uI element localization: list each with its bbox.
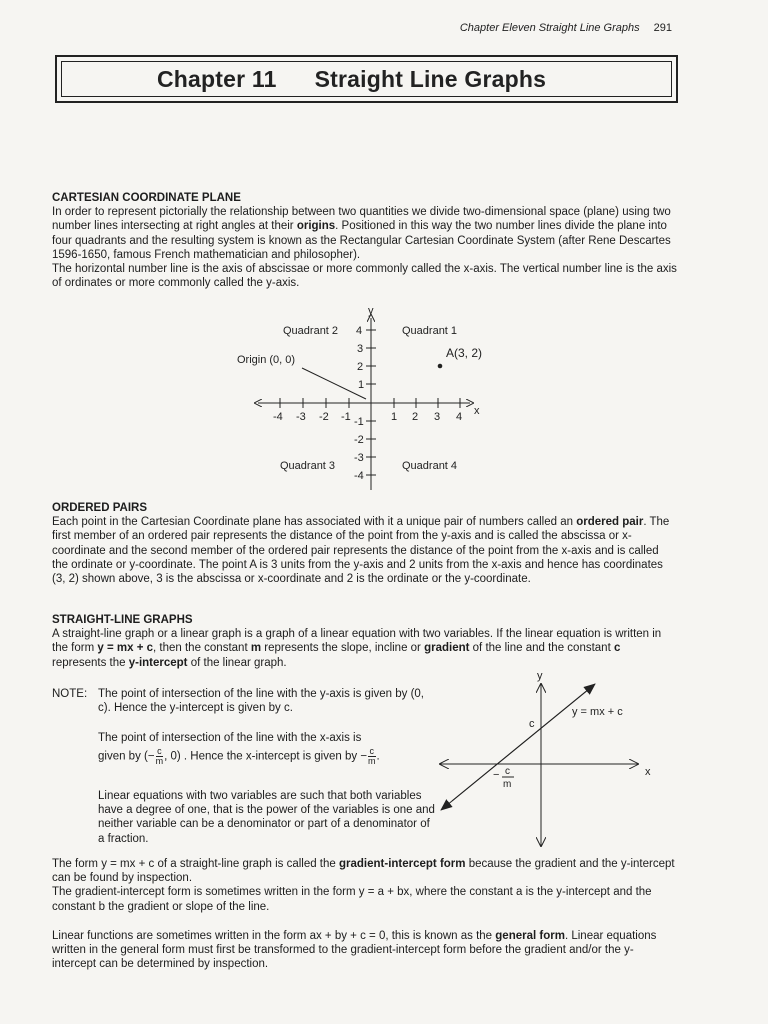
y-tick-label: -4 xyxy=(354,470,364,482)
x-intercept-minus: − xyxy=(493,769,500,781)
bold-term: m xyxy=(250,642,262,655)
x-tick-label: 4 xyxy=(456,411,463,423)
text: of the line and the constant xyxy=(469,642,614,655)
x-tick-label: 2 xyxy=(412,411,419,423)
bold-term: general form xyxy=(495,930,565,942)
text: A straight-line graph or a linear graph is a graph of a linear equation with two variables. If the linear equation is written in the form xyxy=(52,628,662,655)
quadrant-3-label: Quadrant 3 xyxy=(280,460,336,472)
x-tick-label: -2 xyxy=(319,411,329,423)
quadrant-1-label: Quadrant 1 xyxy=(402,325,458,337)
quadrant-4-label: Quadrant 4 xyxy=(402,460,458,472)
text: Each point in the Cartesian Coordinate plane has associated with it a unique pair of numbers called an xyxy=(52,516,577,529)
x-intercept-denominator: m xyxy=(503,779,512,790)
y-tick-label: 3 xyxy=(357,343,364,355)
y-tick-label: -3 xyxy=(354,452,364,464)
text: The form y = mx + c of a straight-line graph is called the xyxy=(52,858,339,870)
numerator: c xyxy=(369,746,375,757)
x-tick-label: -4 xyxy=(273,411,283,423)
paragraph: The horizontal number line is the axis of abscissae or more commonly called the x-axis. The vertical number line is the axis of ordinates or more commonly called the y-axis. xyxy=(52,263,677,290)
y-tick-label: 1 xyxy=(358,379,365,391)
y-tick-label: 2 xyxy=(357,361,364,373)
text: , 0) . Hence the x-intercept is given by xyxy=(164,750,361,763)
text: In order to represent pictorially the relationship between two quantities we divide two-dimensional space (plane) using two number lines intersecting at right angles at their xyxy=(52,206,671,233)
denominator: m xyxy=(368,756,376,767)
bold-term: gradient-intercept form xyxy=(339,858,466,870)
note-text: The point of intersection of the line with the x-axis is xyxy=(98,732,362,744)
text: given by ( xyxy=(98,750,148,763)
text: . xyxy=(376,750,380,763)
bold-term: y-intercept xyxy=(128,656,188,669)
y-tick-label: -1 xyxy=(354,416,364,428)
x-tick-label: 1 xyxy=(391,411,398,423)
bold-term: origins xyxy=(296,220,336,233)
paragraph: The gradient-intercept form is sometimes written in the form y = a + bx, where the constant a is the y-intercept and the constant b the gradient or slope of the line. xyxy=(52,886,652,913)
section-heading: STRAIGHT-LINE GRAPHS xyxy=(52,614,193,626)
origin-label: Origin (0, 0) xyxy=(237,354,296,366)
text: . Linear equations written in the general form must first be transformed to the gradient-intercept form before the gradient and/or the y-intercept can be determined by inspection. xyxy=(52,930,657,971)
numerator: c xyxy=(157,746,162,757)
text: , then the constant xyxy=(153,642,251,655)
note-text: Linear equations with two variables are such that both variables have a degree of one, that is the power of the variables is one and neither variable can be a denominator or part of a denominator of a fraction. xyxy=(98,790,435,845)
closing-section-2 xyxy=(52,929,677,972)
quadrant-2-label: Quadrant 2 xyxy=(283,325,339,337)
note-text: The point of intersection of the line with the y-axis is given by (0, c). Hence the y-intercept is given by c. xyxy=(98,688,424,715)
bold-term: c xyxy=(613,642,621,655)
text: because the gradient and the y-intercept can be found by inspection. xyxy=(52,858,675,885)
paragraph xyxy=(52,857,677,885)
minus: − xyxy=(147,750,155,763)
bold-term: ordered pair xyxy=(576,516,644,529)
bold-term: y = mx + c xyxy=(97,642,154,655)
x-axis-label: x xyxy=(645,766,651,778)
x-tick-label: -3 xyxy=(296,411,306,423)
running-title: Chapter Eleven Straight Line Graphs xyxy=(459,22,640,34)
text: . The first member of an ordered pair represents the distance of the point from the y-axis and is called the abscissa or x-coordinate and the second member of the ordered pair represents the distance of the point from the x-axis and is called the ordinate or y-coordinate. The point A is 3 units from the y-axis and 2 units from the x-axis and hence has coordinates (3, 2) shown above, 3 is the abscissa or x-coordinate and 2 is the ordinate or the y-coordinate. xyxy=(52,516,670,586)
text: . Positioned in this way the two number lines divide the plane into four quadrants and the resulting system is known as the Rectangular Cartesian Coordinate System (after Rene Descartes 1596-1650, famous French mathematician and philosopher). xyxy=(52,220,671,261)
equation-label: y = mx + c xyxy=(572,706,623,718)
page-number: 291 xyxy=(653,22,672,34)
point-a-label: A(3, 2) xyxy=(446,346,483,360)
text: of the linear graph. xyxy=(187,656,287,669)
section-heading: ORDERED PAIRS xyxy=(52,502,147,514)
chapter-label: Chapter 11 xyxy=(157,66,277,92)
denominator: m xyxy=(155,756,164,767)
paragraph xyxy=(52,929,677,972)
note-label: NOTE: xyxy=(52,688,88,700)
x-tick-label: -1 xyxy=(341,411,351,423)
text: represents the xyxy=(52,656,129,669)
text: represents the slope, incline or xyxy=(261,642,425,655)
chapter-name: Straight Line Graphs xyxy=(314,66,547,92)
bold-term: gradient xyxy=(424,642,470,655)
y-axis-label: y xyxy=(368,305,374,317)
y-axis-label: y xyxy=(537,670,543,682)
minus: − xyxy=(360,750,368,763)
y-intercept-label: c xyxy=(529,718,535,730)
x-intercept-numerator: c xyxy=(505,766,510,777)
x-tick-label: 3 xyxy=(434,411,441,423)
closing-section-1 xyxy=(52,857,677,914)
y-tick-label: 4 xyxy=(356,325,363,337)
x-axis-label: x xyxy=(474,405,480,417)
y-tick-label: -2 xyxy=(354,434,364,446)
section-heading: CARTESIAN COORDINATE PLANE xyxy=(52,192,241,204)
text: Linear functions are sometimes written in the form ax + by + c = 0, this is known as the xyxy=(52,930,496,942)
